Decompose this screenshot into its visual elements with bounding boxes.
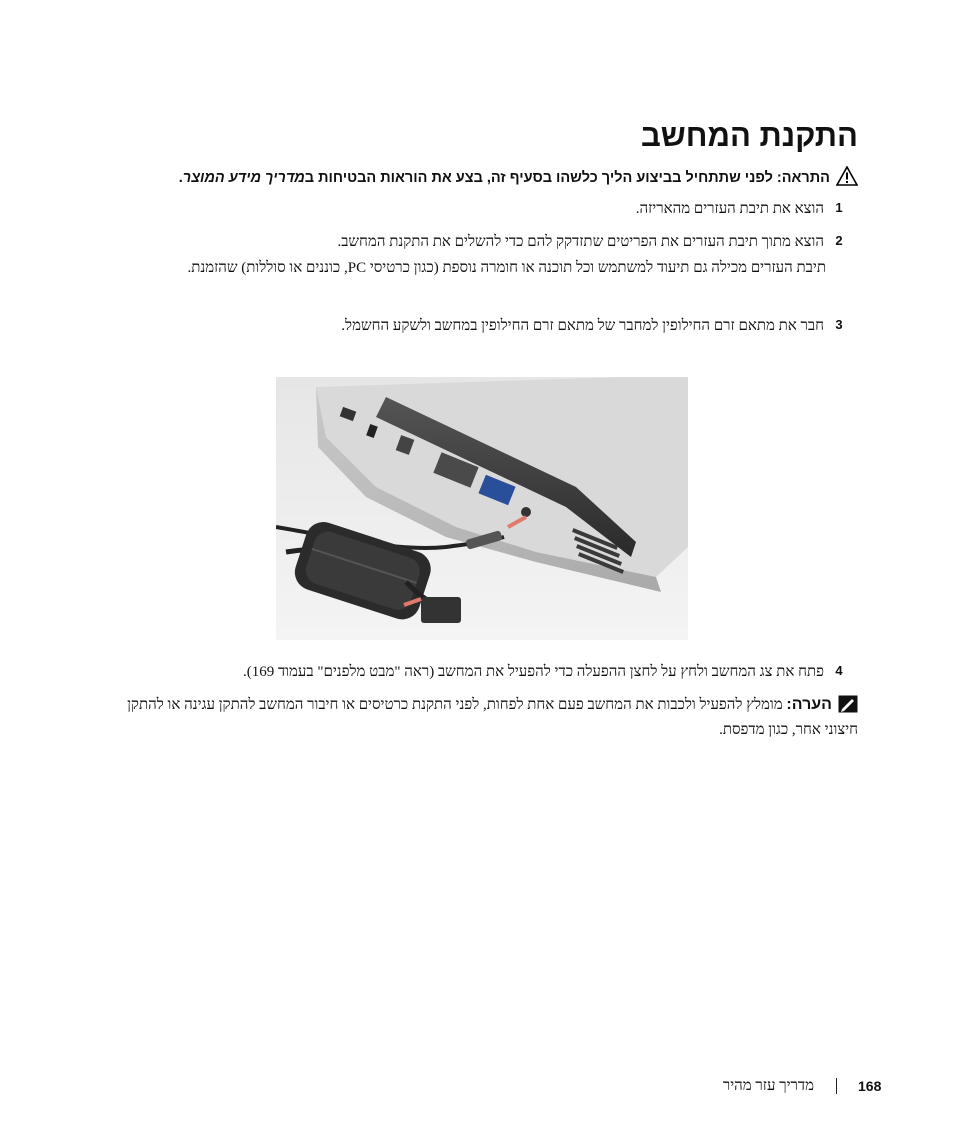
step-text: חבר את מתאם זרם החילופין למחבר של מתאם זרם החילופין במחשב ולשקע החשמל. (341, 318, 824, 334)
page-title: התקנת המחשב (640, 118, 858, 153)
step-number: 2 (835, 233, 843, 248)
note-label: הערה: (786, 696, 832, 713)
caution-end: . (178, 170, 183, 186)
step-number: 1 (835, 200, 843, 215)
step-extra-text: תיבת העזרים מכילה גם תיעוד למשתמש וכל תוכנה או חומרה נוספת (כגון כרטיסי PC, כוננים או סוללות) שהזמנת. (187, 260, 826, 276)
step-number: 4 (835, 663, 843, 678)
caution-text: לפני שתתחיל בביצוע הליך כלשהו בסעיף זה, בצע את הוראות הבטיחות ב (304, 170, 773, 186)
page-number: 168 (858, 1078, 882, 1094)
laptop-power-adapter-image (276, 377, 688, 640)
step-text: פתח את צג המחשב ולחץ על לחצן ההפעלה כדי להפעיל את המחשב (ראה "מבט מלפנים" בעמוד 169). (242, 664, 824, 680)
caution-label: התראה: (776, 170, 830, 186)
step-text: הוצא את תיבת העזרים מהאריזה. (635, 201, 824, 217)
warning-triangle-icon (836, 166, 858, 192)
caution-block (78, 166, 858, 192)
note-block (118, 694, 858, 741)
note-pencil-icon (838, 695, 858, 720)
step-number: 3 (835, 317, 843, 332)
footer-guide-title: מדריך עזר מהיר (722, 1078, 814, 1094)
caution-doc-name: מדריך מידע המוצר (182, 170, 305, 186)
step-text: הוצא מתוך תיבת העזרים את הפריטים שתזדקק להם כדי להשלים את התקנת המחשב. (337, 234, 824, 250)
footer-divider (836, 1078, 837, 1094)
note-text: מומלץ להפעיל ולכבות את המחשב פעם אחת לפחות, לפני התקנת כרטיסים או חיבור המחשב להתקן עגינה או להתקן חיצוני אחר, כגון מדפסת. (127, 697, 858, 738)
